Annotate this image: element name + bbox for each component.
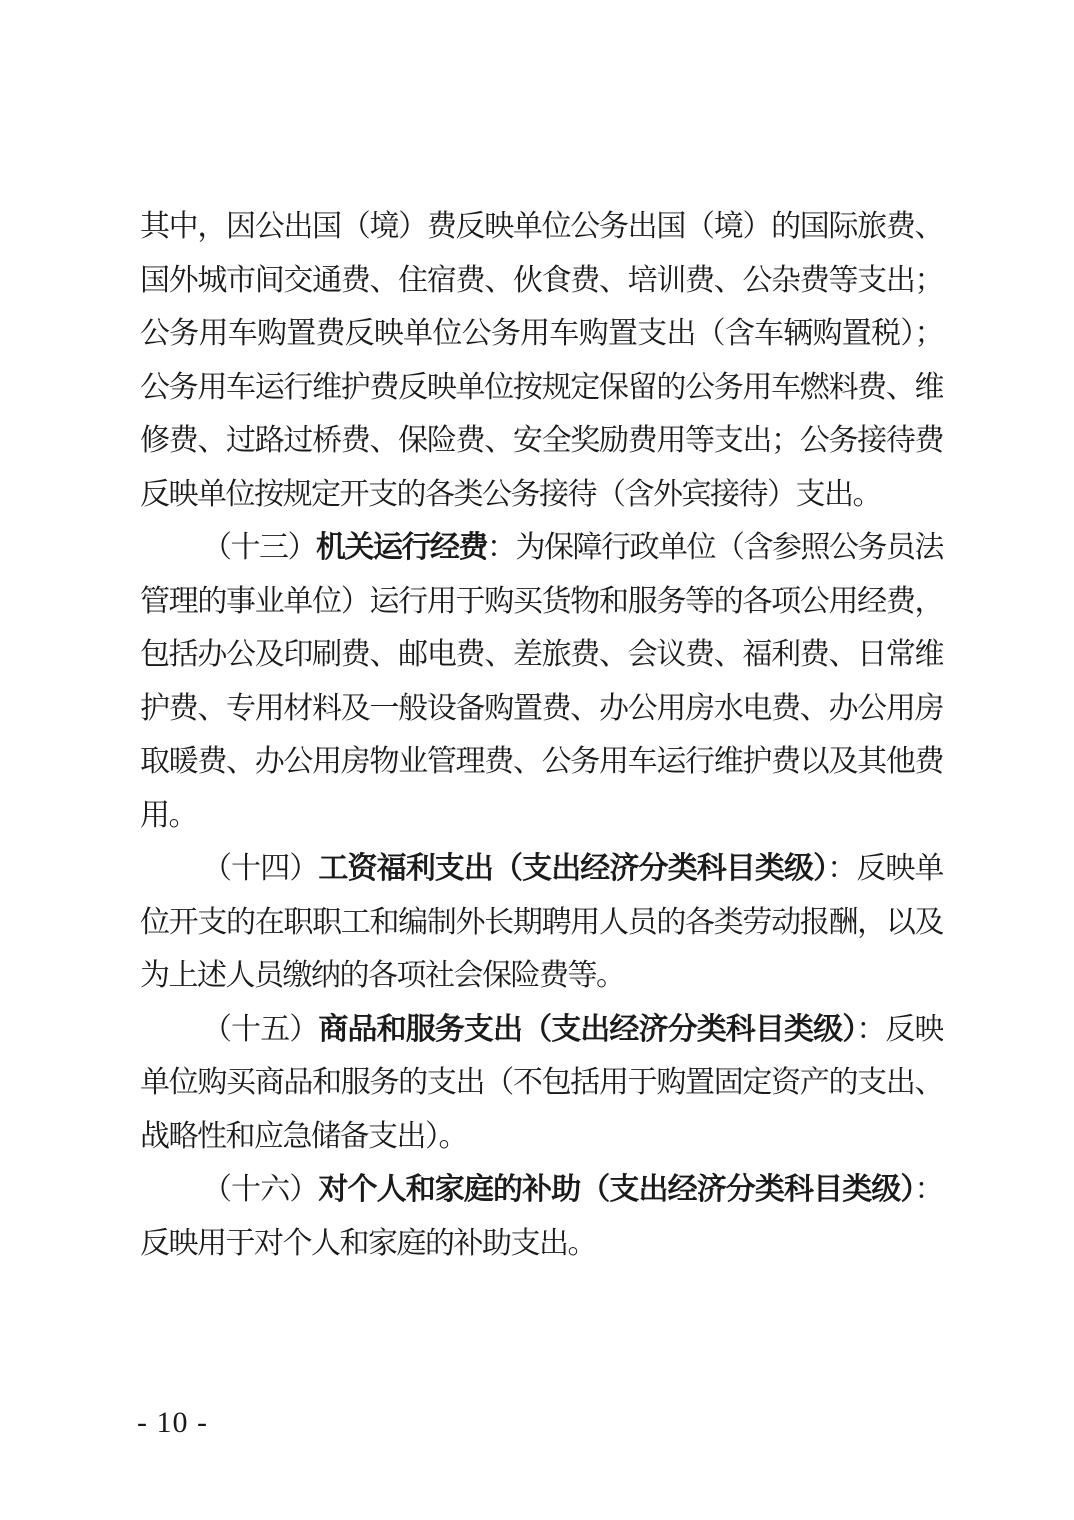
body-text: ：为保障行政单位（含参照公务员法: [487, 531, 943, 564]
body-text: 修费、过路过桥费、保险费、安全奖励费用等支出；公务接待费: [140, 424, 943, 457]
heading-term: 机关运行经费: [316, 531, 487, 564]
body-text: ：反映单: [827, 852, 943, 885]
body-text: 战略性和应急储备支出）。: [140, 1119, 467, 1153]
paragraph: [140, 1163, 943, 1270]
text-line: [140, 468, 943, 522]
body-text: （十六）: [202, 1173, 319, 1206]
body-text: ：反映: [856, 1012, 943, 1046]
heading-term: 工资福利支出（支出经济分类科目类级）: [318, 852, 828, 885]
text-line: [140, 1003, 943, 1057]
page-number: - 10 -: [137, 1406, 208, 1439]
paragraph: [140, 1003, 943, 1164]
body-text: 为上述人员缴纳的各项社会保险费等。: [140, 959, 625, 992]
text-line: [140, 1056, 943, 1110]
text-line: [140, 521, 943, 575]
text-line: [140, 414, 943, 468]
body-text: 取暖费、办公用房物业管理费、公务用车运行维护费以及其他费: [140, 745, 943, 778]
document-body: [140, 200, 943, 1270]
body-text: （十四）: [202, 852, 319, 885]
paragraph: [140, 842, 943, 1003]
text-line: [140, 628, 943, 682]
heading-term: 对个人和家庭的补助（支出经济分类科目类级）: [318, 1173, 915, 1206]
body-text: 位开支的在职职工和编制外长期聘用人员的各类劳动报酬，以及: [140, 905, 943, 939]
paragraph: [140, 521, 943, 842]
text-line: [140, 682, 943, 736]
text-line: [140, 1163, 943, 1217]
body-text: 反映用于对个人和家庭的补助支出。: [140, 1226, 596, 1260]
body-text: 护费、专用材料及一般设备购置费、办公用房水电费、办公用房: [140, 691, 943, 725]
body-text: 国外城市间交通费、住宿费、伙食费、培训费、公杂费等支出；: [140, 263, 943, 297]
body-text: 包括办公及印刷费、邮电费、差旅费、会议费、福利费、日常维: [140, 638, 943, 671]
text-line: [140, 1217, 943, 1271]
text-line: [140, 307, 943, 361]
text-line: [140, 789, 943, 843]
body-text: 其中，因公出国（境）费反映单位公务出国（境）的国际旅费、: [140, 210, 943, 243]
text-line: [140, 735, 943, 789]
heading-term: 商品和服务支出（支出经济分类科目类级）: [318, 1012, 857, 1046]
body-text: 管理的事业单位）运行用于购买货物和服务等的各项公用经费，: [140, 584, 943, 618]
text-line: [140, 361, 943, 415]
body-text: （十三）: [202, 531, 316, 564]
text-line: [140, 842, 943, 896]
text-line: [140, 200, 943, 254]
text-line: [140, 254, 943, 308]
body-text: 反映单位按规定开支的各类公务接待（含外宾接待）支出。: [140, 477, 881, 511]
text-line: [140, 575, 943, 629]
body-text: 用。: [140, 798, 197, 832]
paragraph: [140, 200, 943, 521]
body-text: ：: [914, 1173, 943, 1206]
text-line: [140, 1110, 943, 1164]
body-text: 单位购买商品和服务的支出（不包括用于购置固定资产的支出、: [140, 1066, 943, 1099]
body-text: （十五）: [202, 1012, 319, 1046]
body-text: 公务用车购置费反映单位公务用车购置支出（含车辆购置税）；: [140, 317, 943, 350]
text-line: [140, 949, 943, 1003]
body-text: 公务用车运行维护费反映单位按规定保留的公务用车燃料费、维: [140, 370, 943, 404]
text-line: [140, 896, 943, 950]
